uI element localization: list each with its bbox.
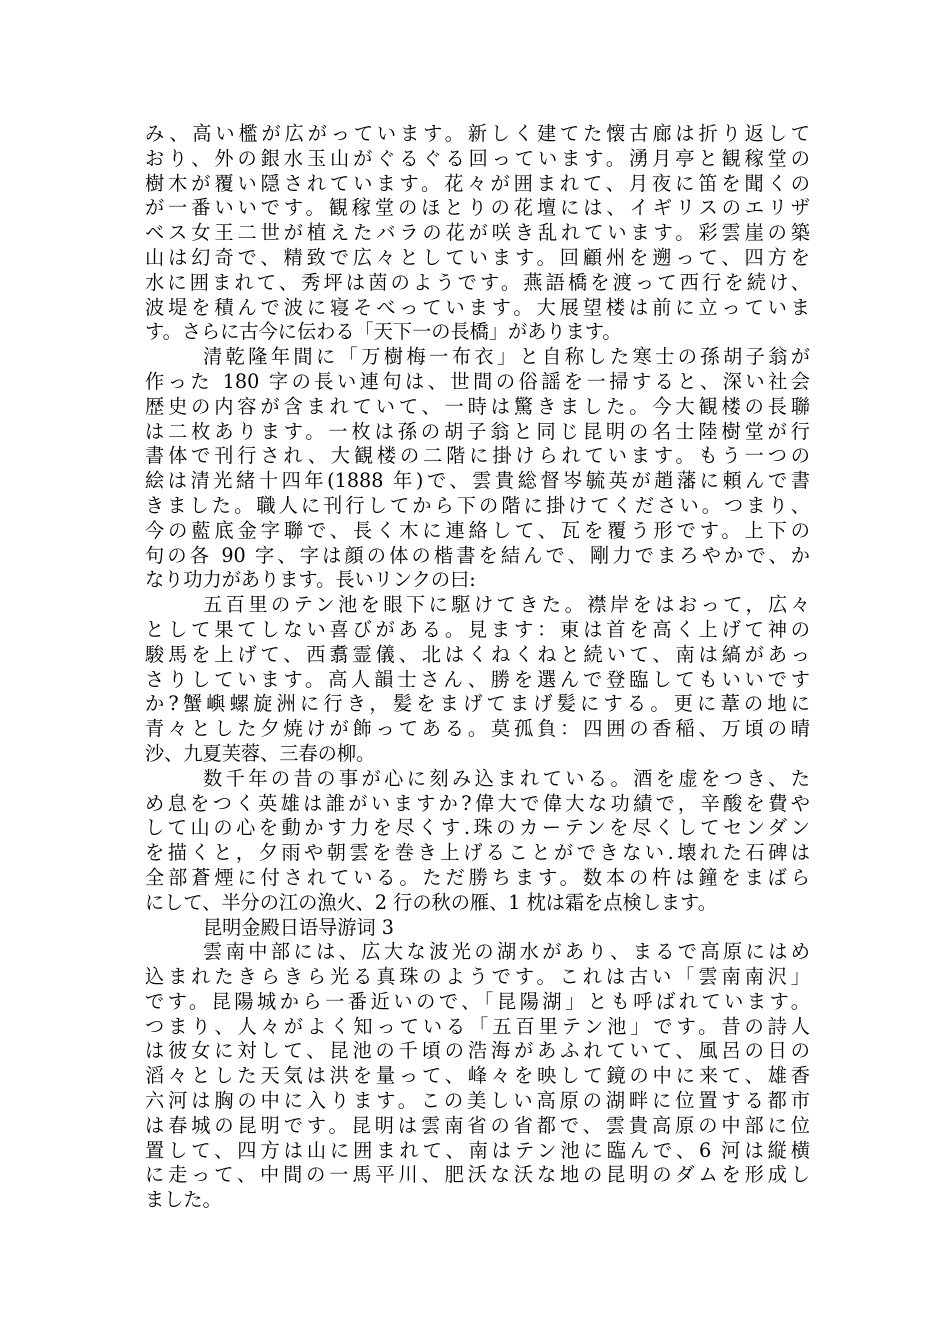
text-line: 雲南中部には、広大な波光の湖水があり、まるで高原にはめ bbox=[203, 940, 810, 964]
text-line: は春城の昆明です。昆明は雲南省の省都で、雲貴高原の中部に位 bbox=[145, 1113, 810, 1137]
text-line: 句の各 90 字、字は顔の体の楷書を結んで、剛力でまろやかで、か bbox=[145, 543, 810, 567]
text-line: 作った 180 字の長い連句は、世間の俗謡を一掃すると、深い社会 bbox=[145, 369, 810, 393]
paragraph bbox=[145, 593, 810, 767]
paragraph bbox=[145, 122, 810, 345]
text-line: が一番いいです。観稼堂のほとりの花壇には、イギリスのエリザ bbox=[145, 196, 810, 220]
paragraph bbox=[145, 940, 810, 1213]
text-line: 波堤を積んで波に寝そべっています。大展望楼は前に立っていま bbox=[145, 295, 810, 319]
text-line: 込まれたきらきら光る真珠のようです。これは古い「雲南南沢」 bbox=[145, 965, 810, 989]
text-line: 水に囲まれて、秀坪は茵のようです。燕語橋を渡って西行を続け、 bbox=[145, 270, 810, 294]
text-line: を描くと，夕雨や朝雲を巻き上げることができない.壊れた石碑は bbox=[145, 841, 810, 865]
heading-line: 昆明金殿日语导游词 3 bbox=[203, 915, 394, 939]
text-line: は彼女に対して、昆池の千頃の浩海があふれていて、風呂の日の bbox=[145, 1039, 810, 1063]
text-line: す。さらに古今に伝わる「天下一の長橋」があります。 bbox=[145, 320, 622, 344]
text-line: 数千年の昔の事が心に刻み込まれている。酒を虚をつき、た bbox=[203, 766, 810, 790]
text-line: に走って、中間の一馬平川、肥沃な沃な地の昆明のダムを形成し bbox=[145, 1163, 810, 1187]
text-line: め息をつく英雄は誰がいますか?偉大で偉大な功績で，辛酸を費や bbox=[145, 791, 810, 815]
section-heading bbox=[145, 916, 810, 941]
text-line: か?蟹嶼螺旋洲に行き，髪をまげてまげ髪にする。更に葦の地に bbox=[145, 692, 810, 716]
text-line: ました。 bbox=[145, 1188, 222, 1212]
text-line: み、高い檻が広がっています。新しく建てた懐古廊は折り返して bbox=[145, 122, 810, 145]
text-line: 沙、九夏芙蓉、三春の柳。 bbox=[145, 741, 376, 765]
text-line: です。昆陽城から一番近いので、「昆陽湖」とも呼ばれています。 bbox=[145, 989, 810, 1013]
document-page bbox=[145, 122, 810, 1213]
text-line: として果てしない喜びがある。見ます：東は首を高く上げて神の bbox=[145, 617, 810, 641]
text-line: さりしています。高人韻士さん、勝を選んで登臨してもいいです bbox=[145, 667, 810, 691]
text-line: 滔々とした天気は洪を量って、峰々を映して鏡の中に来て、雄香 bbox=[145, 1064, 810, 1088]
text-line: 樹木が覆い隠されています。花々が囲まれて、月夜に笛を聞くの bbox=[145, 171, 810, 195]
paragraph bbox=[145, 767, 810, 916]
text-line: 書体で刊行され、大観楼の二階に掛けられています。もう一つの bbox=[145, 444, 810, 468]
text-line: ベス女王二世が植えたバラの花が咲き乱れています。彩雲崖の築 bbox=[145, 221, 810, 245]
text-line: 絵は清光緒十四年(1888 年)で、雲貴総督岑毓英が趙藩に頼んで書 bbox=[145, 469, 810, 493]
text-line: 駿馬を上げて、西翥霊儀、北はくねくねと続いて、南は縞があっ bbox=[145, 642, 810, 666]
paragraph bbox=[145, 345, 810, 593]
text-line: は二枚あります。一枚は孫の胡子翁と同じ昆明の名士陸樹堂が行 bbox=[145, 419, 810, 443]
text-line: にして、半分の江の漁火、2 行の秋の雁、1 枕は霜を点検します。 bbox=[145, 890, 717, 914]
text-line: なり功力があります。長いリンクの曰: bbox=[145, 568, 476, 592]
text-line: 山は幻奇で、精致で広々としています。回顧州を遡って、四方を bbox=[145, 245, 810, 269]
text-line: 清乾隆年間に「万樹梅一布衣」と自称した寒士の孫胡子翁が bbox=[203, 345, 810, 369]
text-line: 今の藍底金字聯で、長く木に連絡して、瓦を覆う形です。上下の bbox=[145, 518, 810, 542]
text-line: 置して、四方は山に囲まれて、南はテン池に臨んで、6 河は縦横 bbox=[145, 1138, 810, 1162]
text-line: して山の心を動かす力を尽くす.珠のカーテンを尽くしてセンダン bbox=[145, 816, 810, 840]
text-line: 五百里のテン池を眼下に駆けてきた。襟岸をはおって，広々 bbox=[203, 593, 810, 617]
text-line: 全部蒼煙に付されている。ただ勝ちます。数本の杵は鐘をまばら bbox=[145, 865, 810, 889]
text-line: 青々とした夕焼けが飾ってある。莫孤負：四囲の香稲、万頃の晴 bbox=[145, 717, 810, 741]
text-line: 六河は胸の中に入ります。この美しい高原の湖畔に位置する都市 bbox=[145, 1089, 810, 1113]
text-line: つまり、人々がよく知っている「五百里テン池」です。昔の詩人 bbox=[145, 1014, 810, 1038]
text-line: おり、外の銀水玉山がぐるぐる回っています。湧月亭と観稼堂の bbox=[145, 146, 810, 170]
text-line: 歴史の内容が含まれていて、一時は驚きました。今大観楼の長聯 bbox=[145, 394, 810, 418]
text-line: きました。職人に刊行してから下の階に掛けてください。つまり、 bbox=[145, 493, 810, 517]
